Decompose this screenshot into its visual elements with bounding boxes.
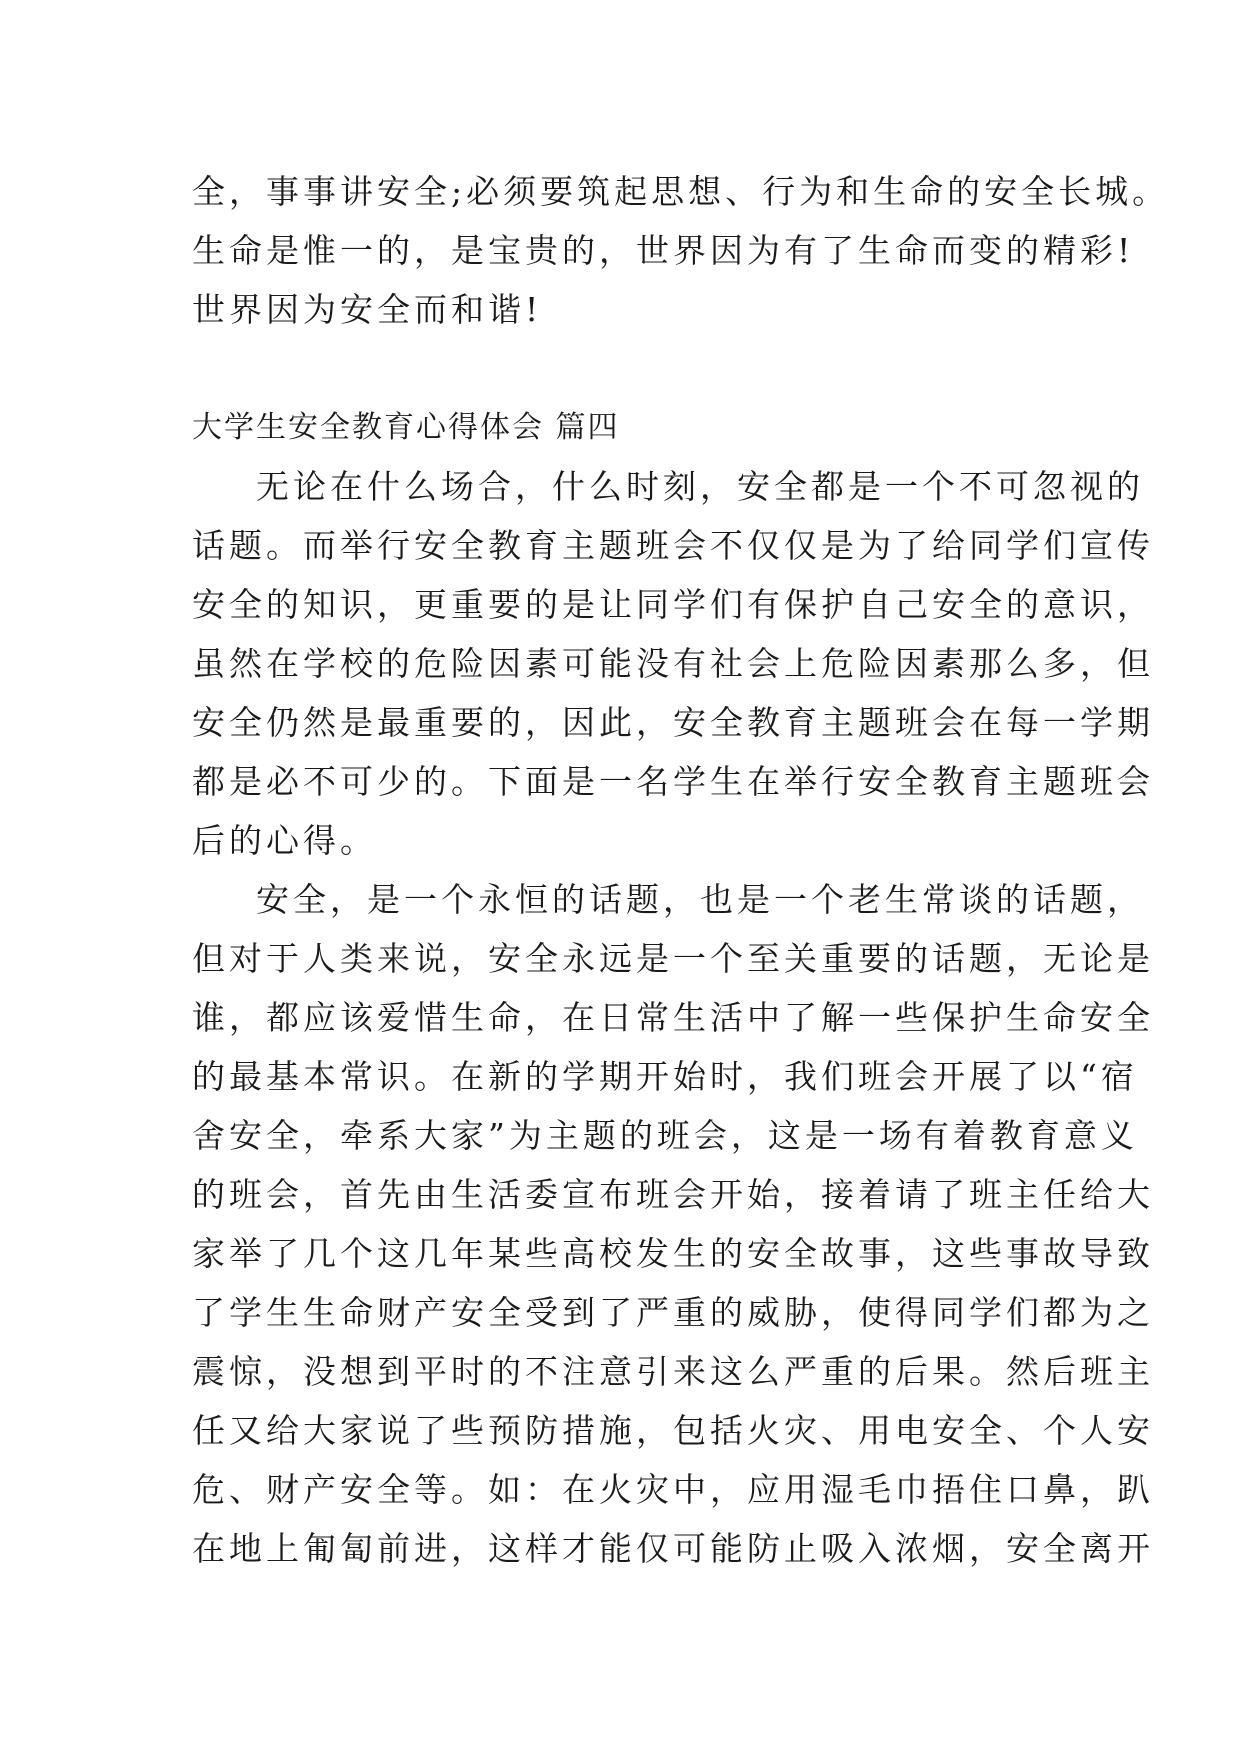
text-line: 后的心得。 — [192, 821, 377, 860]
text-line: 谁，都应该爱惜生命，在日常生活中了解一些保护生命安全 — [192, 998, 1154, 1037]
text-line: 虽然在学校的危险因素可能没有社会上危险因素那么多，但 — [192, 644, 1154, 683]
text-line: 震惊，没想到平时的不注意引来这么严重的后果。然后班主 — [192, 1352, 1154, 1391]
text-line: 安全仍然是最重要的，因此，安全教育主题班会在每一学期 — [192, 703, 1154, 742]
text-line: 家举了几个这几年某些高校发生的安全故事，这些事故导致 — [192, 1234, 1154, 1273]
text-line: 无论在什么场合，什么时刻，安全都是一个不可忽视的 — [256, 467, 1144, 506]
text-line: 任又给大家说了些预防措施，包括火灾、用电安全、个人安 — [192, 1411, 1154, 1450]
text-line: 都是必不可少的。下面是一名学生在举行安全教育主题班会 — [192, 762, 1154, 801]
section-title: 大学生安全教育心得体会 篇四 — [192, 410, 620, 445]
text-line: 安全的知识，更重要的是让同学们有保护自己安全的意识， — [192, 585, 1154, 624]
text-line: 全，事事讲安全;必须要筑起思想、行为和生命的安全长城。 — [192, 172, 1170, 211]
text-line: 安全，是一个永恒的话题，也是一个老生常谈的话题， — [256, 880, 1144, 919]
text-line: 舍安全，牵系大家”为主题的班会，这是一场有着教育意义 — [192, 1116, 1138, 1155]
text-line: 在地上匍匐前进，这样才能仅可能防止吸入浓烟，安全离开 — [192, 1529, 1154, 1568]
text-line: 的最基本常识。在新的学期开始时，我们班会开展了以“宿 — [192, 1057, 1138, 1096]
text-line: 的班会，首先由生活委宣布班会开始，接着请了班主任给大 — [192, 1175, 1154, 1214]
document-body — [192, 162, 1170, 1578]
text-line: 话题。而举行安全教育主题班会不仅仅是为了给同学们宣传 — [192, 526, 1154, 565]
text-line: 了学生生命财产安全受到了严重的威胁，使得同学们都为之 — [192, 1293, 1154, 1332]
text-line: 但对于人类来说，安全永远是一个至关重要的话题，无论是 — [192, 939, 1154, 978]
text-line: 危、财产安全等。如：在火灾中，应用湿毛巾捂住口鼻，趴 — [192, 1470, 1154, 1509]
text-line: 世界因为安全而和谐! — [192, 290, 543, 329]
text-line: 生命是惟一的，是宝贵的，世界因为有了生命而变的精彩! — [192, 231, 1135, 270]
